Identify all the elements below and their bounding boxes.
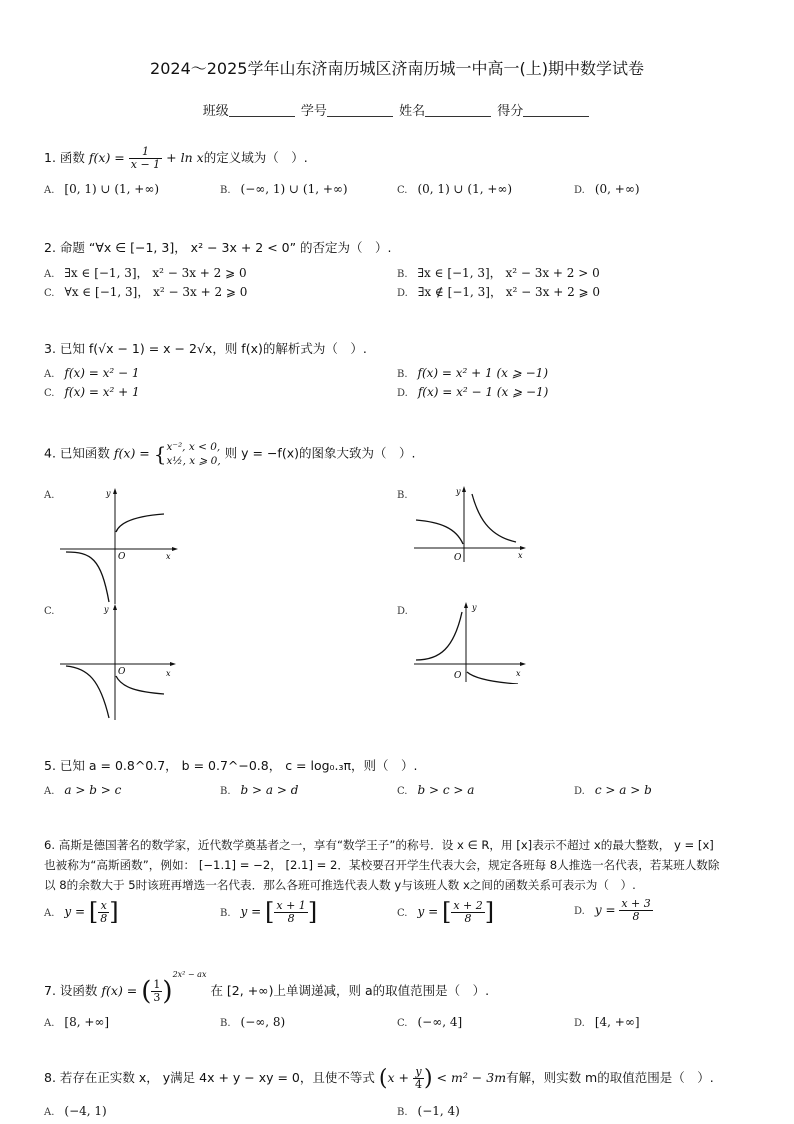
q8-option-b[interactable]: B. (−1, 4): [397, 1104, 460, 1118]
q7-exponent: 2x² − ax: [172, 970, 207, 979]
y-label: y: [106, 489, 111, 498]
x-label: x: [166, 552, 171, 561]
q6-option-c[interactable]: C. y = [ $\frac{x + 2}{8}$ ]: [397, 898, 495, 926]
y-label: y: [472, 603, 477, 612]
q1-prefix: 1. 函数: [44, 150, 85, 165]
q6-option-b[interactable]: B. y = [ $\frac{x + 1}{8}$ ]: [220, 898, 318, 926]
q5-option-b[interactable]: B. b > a > d: [220, 783, 299, 797]
question-1-stem: [44, 146, 308, 171]
curve-right: [116, 514, 164, 532]
q3-option-c[interactable]: C. f(x) = x² + 1: [44, 385, 140, 399]
q2-option-d[interactable]: D. ∃x ∉ [−1, 3]， x² − 3x + 2 ⩾ 0: [397, 285, 601, 299]
x-arrow-icon: [520, 546, 526, 550]
exam-title: 2024～2025学年山东济南历城区济南历城一中高一(上)期中数学试卷: [150, 59, 644, 78]
q4-cases: x⁻², x < 0, x½, x ⩾ 0,: [166, 441, 221, 467]
curve-left: [66, 552, 109, 602]
q7-option-c[interactable]: C. (−∞, 4]: [397, 1015, 463, 1029]
x-arrow-icon: [170, 662, 176, 666]
q1-option-a[interactable]: A. [0, 1) ∪ (1, +∞): [44, 182, 160, 196]
field-id-blank[interactable]: [327, 104, 393, 117]
q4-graph-b-label: B.: [397, 490, 408, 501]
question-5-stem: 5. 已知 a = 0.8^0.7， b = 0.7^−0.8， c = log₀.₃π，则（ ）.: [44, 758, 418, 773]
q1-ln: + ln x: [166, 150, 204, 165]
q4-graph-d-label: D.: [397, 606, 408, 617]
q4-graph-c[interactable]: [56, 600, 180, 722]
q1-func: f(x) =: [88, 150, 125, 165]
q4-graph-b[interactable]: [410, 482, 530, 564]
q1-frac-den: x − 1: [130, 158, 161, 171]
field-name-blank[interactable]: [425, 104, 491, 117]
q5-option-c[interactable]: C. b > c > a: [397, 783, 475, 797]
field-score-blank[interactable]: [523, 104, 589, 117]
origin-label: O: [454, 671, 462, 681]
question-6-line-3: 以 8的余数大于 5时该班再增选一名代表．那么各班可推选代表人数 y与该班人数 x之间的函数关系可表示为（ ）.: [44, 878, 636, 892]
x-label: x: [166, 669, 171, 678]
question-7-stem: 7. 设函数 f(x) = ( $\frac{1}{3}$ )$^{2x^2 - ax}$ 在 [2, +∞)上单调递减，则 a的取值范围是（ ）.: [44, 970, 490, 1007]
q3-option-a[interactable]: A. f(x) = x² − 1: [44, 366, 140, 380]
q1-suffix: 的定义域为（ ）.: [203, 150, 308, 165]
q3-option-b[interactable]: B. f(x) = x² + 1 (x ⩾ −1): [397, 366, 549, 380]
field-id-label: 学号: [300, 104, 327, 119]
curve-right: [467, 672, 518, 684]
y-arrow-icon: [464, 602, 468, 608]
origin-label: O: [454, 553, 462, 563]
question-3-stem: 3. 已知 f(√x − 1) = x − 2√x，则 f(x)的解析式为（ ）.: [44, 341, 367, 356]
q7-option-a[interactable]: A. [8, +∞]: [44, 1015, 110, 1029]
y-arrow-icon: [462, 486, 466, 492]
student-info-row: [0, 100, 794, 119]
curve-left: [416, 520, 463, 544]
y-arrow-icon: [113, 604, 117, 610]
question-2-stem: 2. 命题 “∀x ∈ [−1, 3]， x² − 3x + 2 < 0” 的否定为（ ）.: [44, 240, 392, 255]
curve-left: [66, 666, 109, 718]
curve-right: [116, 676, 164, 694]
q2-option-a[interactable]: A. ∃x ∈ [−1, 3]， x² − 3x + 2 ⩾ 0: [44, 266, 247, 280]
q8-option-a[interactable]: A. (−4, 1): [44, 1104, 107, 1118]
q7-option-b[interactable]: B. (−∞, 8): [220, 1015, 286, 1029]
y-arrow-icon: [113, 488, 117, 494]
field-name-label: 姓名: [399, 104, 426, 119]
curve-left: [416, 612, 462, 660]
q6-option-a[interactable]: A. y = [ $\frac{x}{8}$ ]: [44, 898, 119, 926]
q1-fraction: [129, 146, 162, 171]
q4-graph-c-label: C.: [44, 606, 55, 617]
question-6-line-2: 也被称为“高斯函数”，例如： [−1.1] = −2， [2.1] = 2．某校要召开学生代表大会，规定各班每 8人推选一名代表，若某班人数除: [44, 858, 720, 872]
q1-frac-num: 1: [129, 146, 162, 159]
q1-option-d[interactable]: D. (0, +∞): [574, 182, 640, 196]
q6-option-d[interactable]: D. y = $\frac{x + 3}{8}$: [574, 897, 651, 923]
q2-option-b[interactable]: B. ∃x ∈ [−1, 3]， x² − 3x + 2 > 0: [397, 266, 600, 280]
q5-option-a[interactable]: A. a > b > c: [44, 783, 122, 797]
x-arrow-icon: [172, 547, 178, 551]
question-4-stem: 4. 已知函数 f(x) = { x⁻², x < 0, x½, x ⩾ 0, 则 y = −f(x)的图象大致为（ ）.: [44, 441, 416, 467]
q7-option-d[interactable]: D. [4, +∞]: [574, 1015, 640, 1029]
y-label: y: [456, 487, 461, 496]
q4-brace: {: [153, 442, 167, 466]
field-class-blank[interactable]: [229, 104, 295, 117]
q3-option-d[interactable]: D. f(x) = x² − 1 (x ⩾ −1): [397, 385, 549, 399]
y-label: y: [104, 605, 109, 614]
question-8-stem: 8. 若存在正实数 x， y满足 4x + y − xy = 0，且使不等式 (x + $\frac{y}{4}$ ) < m² − 3m有解，则实数 m的取值范围是（ ）.: [44, 1065, 714, 1091]
curve-right: [472, 494, 516, 542]
q1-option-c[interactable]: C. (0, 1) ∪ (1, +∞): [397, 182, 513, 196]
q4-graph-d[interactable]: [410, 598, 530, 684]
q2-option-c[interactable]: C. ∀x ∈ [−1, 3]， x² − 3x + 2 ⩾ 0: [44, 285, 248, 299]
origin-label: O: [118, 667, 126, 677]
origin-label: O: [118, 552, 126, 562]
question-6-line-1: 6. 高斯是德国著名的数学家，近代数学奠基者之一，享有“数学王子”的称号．设 x ∈ R，用 [x]表示不超过 x的最大整数， y = [x]: [44, 838, 714, 852]
x-label: x: [518, 551, 523, 560]
x-label: x: [516, 669, 521, 678]
q1-option-b[interactable]: B. (−∞, 1) ∪ (1, +∞): [220, 182, 348, 196]
q5-option-d[interactable]: D. c > a > b: [574, 783, 652, 797]
field-class-label: 班级: [202, 104, 229, 119]
field-score-label: 得分: [497, 104, 524, 119]
q4-graph-a[interactable]: [56, 484, 186, 606]
x-arrow-icon: [520, 662, 526, 666]
q4-graph-a-label: A.: [44, 490, 55, 501]
